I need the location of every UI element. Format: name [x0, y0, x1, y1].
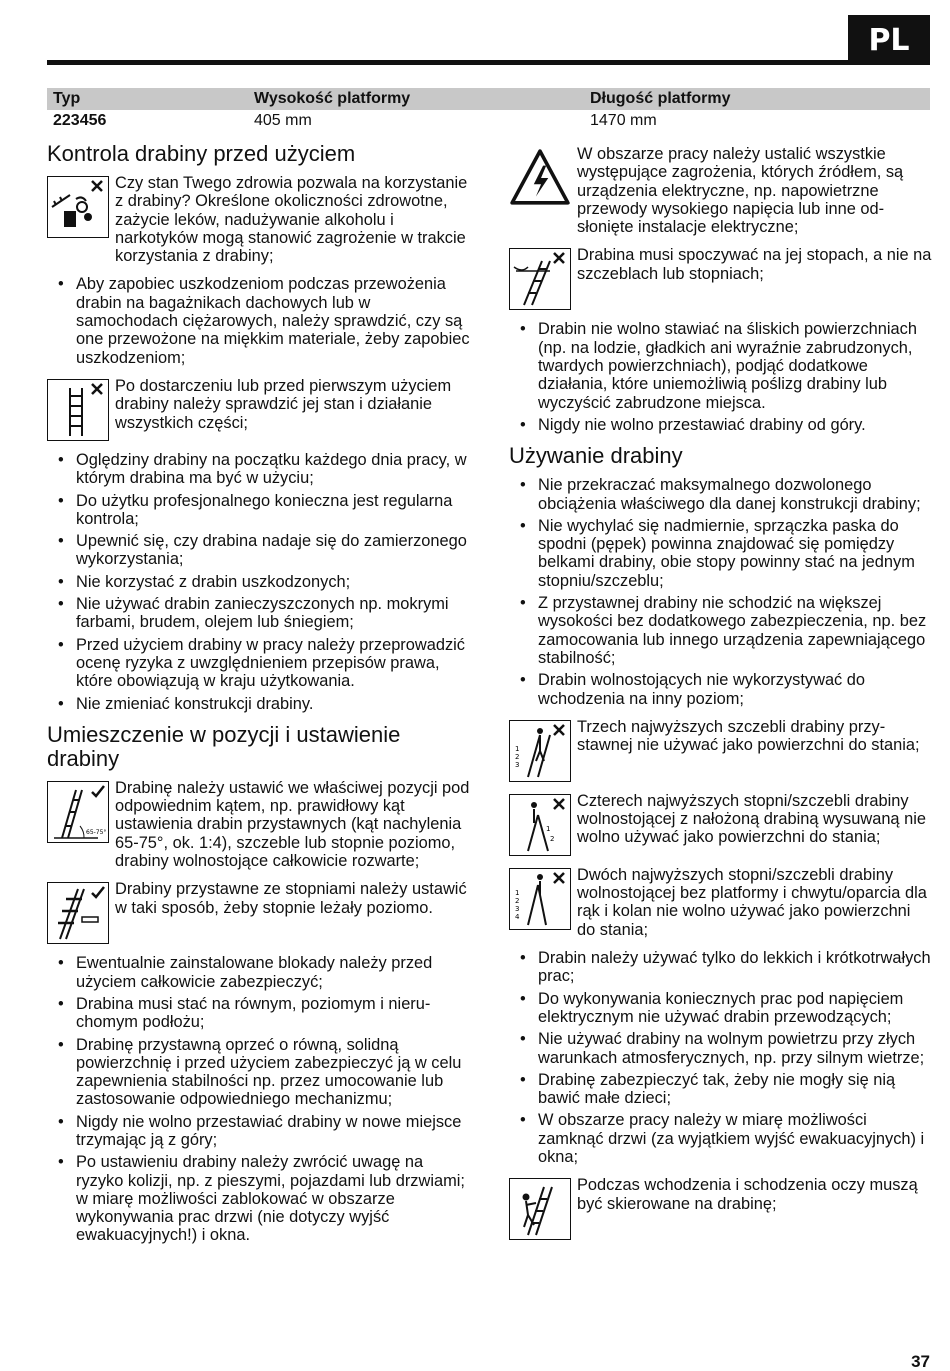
- angle-notice: [47, 779, 472, 870]
- inspection-list: [47, 451, 472, 713]
- steps-notice: [47, 880, 472, 944]
- spec-header-length: Długość platformy: [590, 90, 731, 107]
- section-title-positioning: Umieszczenie w pozycji i ustawienie drabiny: [47, 721, 401, 771]
- list-item: • Drabin nie wolno stawiać na śliskich powierzchniach (np. na lodzie, gładkich ani wyraźnie zabrudzonych, twardych powierzchniach), podjąć dodatkowe działania, które uniemożliwią poślizg drabiny lub wyczyścić zabrudzone miejsca.: [509, 320, 933, 411]
- right-column: [509, 145, 933, 1250]
- ladder-steps-level-icon: [47, 882, 109, 944]
- spec-value-length: 1470 mm: [590, 112, 657, 129]
- list-item: • Drabinę zabezpieczyć tak, żeby nie mogły się nią bawić małe dzieci;: [509, 1071, 933, 1108]
- angle-label: 65-75°: [86, 828, 107, 836]
- delivery-text: Po dostarczeniu lub przed pierwszym użyciem drabiny należy sprawdzić jej stan i działanie wszystkich części;: [115, 376, 452, 432]
- list-item: • Nie korzystać z drabin uszkodzonych;: [47, 573, 472, 591]
- ladder-check-icon: [47, 379, 109, 441]
- top-three-text: Trzech najwyższych szczebli drabiny przystawnej nie używać jako powierzchni do stania;: [577, 717, 920, 755]
- usage-list: [509, 476, 933, 708]
- angle-text: Drabinę należy ustawić we właściwej pozycji pod odpowiednim kątem, np. prawidłowy kąt ustawienia drabin przystawnych (kąt nachylenia 65-75°, ok. 1:4), szczeble lub stopnie poziomo, drabiny wolnostojące całkowicie rozwarte;: [115, 778, 470, 871]
- top-four-text: Czterech najwyższych stopni/szczebli drabiny wolnostojącej z nałożoną drabiną wysuwaną nie wolno używać jako powierzchni do stania;: [577, 791, 926, 847]
- usage-list-2: [509, 949, 933, 1166]
- spec-header-type: Typ: [53, 90, 81, 107]
- feet-notice: [509, 246, 933, 310]
- svg-text:1: 1: [546, 824, 551, 833]
- svg-text:1: 1: [515, 744, 520, 753]
- top-rungs-three-icon: [509, 720, 571, 782]
- surface-list: [509, 320, 933, 434]
- list-item: • Przed użyciem drabiny w pracy należy przeprowadzić ocenę ryzyka z uwzględnieniem przepisów prawa, które obowiązują w kraju użytkowania.: [47, 636, 472, 691]
- list-item: • W obszarze pracy należy w miarę możliwości zamknąć drzwi (za wyjątkiem wyjść ewakuacyjnych) i okna;: [509, 1111, 933, 1166]
- top-steps-two-icon: [509, 868, 571, 930]
- spec-value-type: 223456: [53, 112, 107, 129]
- spec-value-height: 405 mm: [254, 112, 312, 129]
- list-item: • Drabina musi stać na równym, poziomym i nieruchomym podłożu;: [47, 995, 472, 1032]
- steps-text: Drabiny przystawne ze stopniami należy ustawić w taki sposób, żeby stopnie leżały poziomo.: [115, 880, 467, 917]
- list-item: • Nie wychylać się nadmiernie, sprzączka paska do spodni (pępek) powinna znajdować się pomiędzy belkami drabiny, obie stopy powinny stać na jednym stopniu/szczeblu;: [509, 517, 933, 590]
- delivery-notice: [47, 377, 472, 441]
- list-item: • Po ustawieniu drabiny należy zwrócić uwagę na ryzyko kolizji, np. z pieszymi, pojazdami lub drzwiami; w miarę możliwości zablokować w obszarze wykonywania prac drzwi (nie dotyczy wyjść ewakuacyjnych!) i okna.: [47, 1153, 472, 1244]
- list-item: • Nie zmieniać konstrukcji drabiny.: [47, 695, 472, 713]
- list-item: • Drabin należy używać tylko do lekkich i krótkotrwałych prac;: [509, 949, 933, 986]
- top-two-text: Dwóch najwyższych stopni/szczebli drabiny wolnostojącej bez platformy i chwytu/oparcia dla rąk i kolan nie wolno używać jako powierzchni do stania;: [577, 865, 927, 939]
- top-four-notice: [509, 792, 933, 856]
- page-number: 37: [911, 1352, 930, 1371]
- header-rule: [47, 60, 930, 65]
- feet-text: Drabina musi spoczywać na jej stopach, a nie na szczeblach lub stopniach;: [577, 246, 932, 283]
- health-notice: [47, 174, 472, 265]
- left-column: [47, 142, 472, 1255]
- health-medication-icon: [47, 176, 109, 238]
- list-item: • Upewnić się, czy drabina nadaje się do zamierzonego wykorzystania;: [47, 532, 472, 569]
- electric-hazard-text: W obszarze pracy należy ustalić wszystkie występujące zagrożenia, których źródłem, są urządzenia elektryczne, np. napowietrzne przewody wysokiego napięcia lub inne odsłonięte instalacje elektryczne;: [577, 145, 904, 237]
- ladder-feet-icon: [509, 248, 571, 310]
- language-badge: PL: [848, 15, 930, 65]
- electric-hazard-notice: [509, 145, 933, 236]
- list-item: • Do użytku profesjonalnego konieczna jest regularna kontrola;: [47, 492, 472, 529]
- transport-list: [47, 275, 472, 366]
- section-title-inspection: Kontrola drabiny przed użyciem: [47, 141, 356, 166]
- ladder-angle-icon: [47, 781, 109, 843]
- list-item: • Nigdy nie wolno przestawiać drabiny od góry.: [509, 416, 933, 434]
- list-item: • Ewentualnie zainstalowane blokady należy przed użyciem całkowicie zabezpieczyć;: [47, 954, 472, 991]
- list-item: • Nie używać drabiny na wolnym powietrzu przy złych warunkach atmosferycznych, np. przy silnym wietrze;: [509, 1030, 933, 1067]
- svg-text:4: 4: [515, 912, 520, 921]
- face-ladder-text: Podczas wchodzenia i schodzenia oczy muszą być skierowane na drabinę;: [577, 1176, 918, 1213]
- list-item: • Do wykonywania koniecznych prac pod napięciem elektrycznym nie używać drabin przewodzących;: [509, 990, 933, 1027]
- spec-value-row: [47, 110, 930, 132]
- top-steps-four-icon: [509, 794, 571, 856]
- list-item: • Oględziny drabiny na początku każdego dnia pracy, w którym drabina ma być w użyciu;: [47, 451, 472, 488]
- section-title-usage: Używanie drabiny: [509, 443, 683, 469]
- electric-hazard-icon: [509, 147, 571, 209]
- top-three-notice: [509, 718, 933, 782]
- list-item: • Nie używać drabin zanieczyszczonych np. mokrymi farbami, brudem, olejem lub śniegiem;: [47, 595, 472, 632]
- spec-header-height: Wysokość platformy: [254, 90, 411, 107]
- svg-text:2: 2: [515, 752, 520, 761]
- list-item: • Drabinę przystawną oprzeć o równą, solidną powierzchnię i przed użyciem zabezpieczyć ją w celu zapewnienia stabilności np. przez umocowanie lub zastosowanie odpowiedniego mechanizmu;: [47, 1036, 472, 1109]
- positioning-list: [47, 954, 472, 1244]
- list-item: • Aby zapobiec uszkodzeniom podczas przewożenia drabin na bagażnikach dachowych lub w samochodach ciężarowych, należy sprawdzić, czy są one przewożone na miękkim materiale, żeby zapobiec uszkodzeniom;: [47, 275, 472, 366]
- list-item: • Drabin wolnostojących nie wykorzystywać do wchodzenia na inny poziom;: [509, 671, 933, 708]
- top-two-notice: [509, 866, 933, 939]
- health-text: Czy stan Twego zdrowia pozwala na korzystanie z drabiny? Określone okoliczności zdrowotne, zażycie leków, nadużywanie alkoholu i narkotyków mogą stanowić zagrożenie w trakcie korzystania z drabiny;: [115, 174, 468, 266]
- face-ladder-notice: [509, 1176, 933, 1240]
- svg-text:2: 2: [550, 834, 555, 843]
- spec-header-row: [47, 88, 930, 110]
- face-ladder-icon: [509, 1178, 571, 1240]
- svg-text:3: 3: [515, 760, 520, 769]
- list-item: • Nigdy nie wolno przestawiać drabiny w nowe miejsce trzymając ją z góry;: [47, 1113, 472, 1150]
- svg-text:3: 3: [515, 904, 520, 913]
- svg-text:1: 1: [515, 888, 520, 897]
- list-item: • Z przystawnej drabiny nie schodzić na większej wysokości bez dodatkowego zabezpieczenia, np. bez zamocowania lub innego urządzenia zapewniającego stabilność;: [509, 594, 933, 667]
- list-item: • Nie przekraczać maksymalnego dozwolonego obciążenia właściwego dla danej konstrukcji drabiny;: [509, 476, 933, 513]
- spec-table: [47, 88, 930, 132]
- svg-text:2: 2: [515, 896, 520, 905]
